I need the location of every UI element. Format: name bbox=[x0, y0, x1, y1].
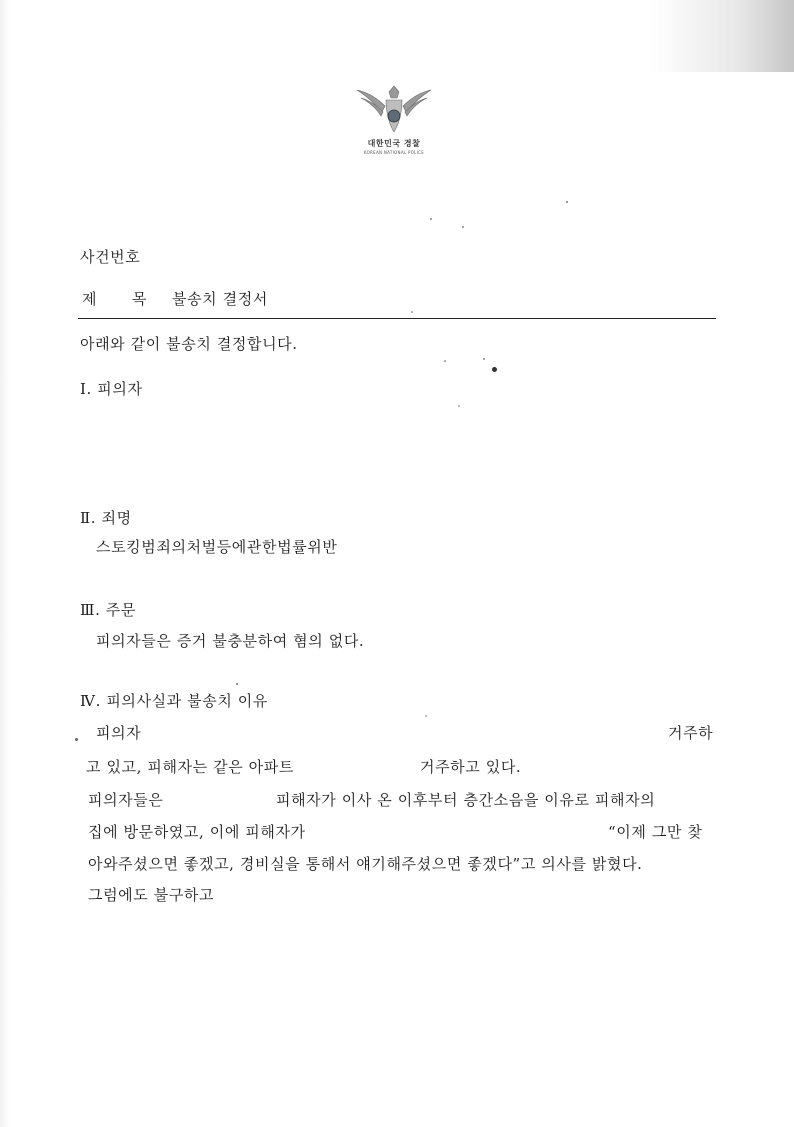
section-2-heading: Ⅱ. 죄명 bbox=[80, 509, 132, 527]
section-4-line-4a: 집에 방문하였고, 이에 피해자가 bbox=[88, 823, 306, 841]
police-emblem bbox=[344, 82, 444, 168]
section-4-heading: Ⅳ. 피의사실과 불송치 이유 bbox=[80, 692, 268, 710]
subject-value: 불송치 결정서 bbox=[172, 290, 268, 308]
scan-speck bbox=[411, 311, 413, 313]
section-1-heading: Ⅰ. 피의자 bbox=[80, 380, 143, 398]
scan-speck bbox=[444, 360, 446, 362]
section-4-line-1a: 피의자 bbox=[96, 724, 142, 742]
scan-speck bbox=[458, 405, 460, 407]
emblem-center bbox=[388, 110, 400, 122]
scan-speck bbox=[483, 358, 485, 360]
subject-label-2: 목 bbox=[132, 290, 148, 308]
section-4-line-3a: 피의자들은 bbox=[88, 791, 164, 809]
section-4-line-1b: 거주하 bbox=[668, 724, 714, 742]
section-4-line-3b: 피해자가 이사 온 이후부터 층간소음을 이유로 피해자의 bbox=[276, 791, 656, 809]
section-4-line-2a: 고 있고, 피해자는 같은 아파트 bbox=[86, 758, 294, 776]
section-2-body: 스토킹범죄의처벌등에관한법률위반 bbox=[96, 538, 338, 556]
scan-edge-shadow bbox=[0, 0, 10, 1127]
police-eagle-icon bbox=[349, 82, 439, 138]
section-4-line-5: 아와주셨으면 좋겠고, 경비실을 통해서 얘기해주셨으면 좋겠다”고 의사를 밝혔다. bbox=[88, 855, 643, 873]
scan-speck bbox=[75, 738, 78, 741]
scan-speck bbox=[430, 218, 432, 220]
scan-speck bbox=[425, 715, 427, 717]
scan-shadow bbox=[650, 0, 794, 72]
emblem-org-name-en: KOREAN NATIONAL POLICE bbox=[363, 150, 425, 155]
scan-speck bbox=[566, 201, 568, 203]
subject-label-1: 제 bbox=[82, 290, 98, 308]
section-4-line-6: 그럼에도 불구하고 bbox=[88, 886, 215, 904]
emblem-org-name: 대한민국 경찰 bbox=[367, 139, 421, 148]
title-rule bbox=[78, 318, 716, 319]
intro-text: 아래와 같이 불송치 결정합니다. bbox=[80, 335, 298, 353]
section-3-body: 피의자들은 증거 불충분하여 혐의 없다. bbox=[96, 632, 365, 650]
section-4-line-4b: “이제 그만 찾 bbox=[608, 823, 703, 841]
scan-speck bbox=[462, 226, 464, 228]
case-number-label: 사건번호 bbox=[80, 248, 141, 266]
section-4-line-2b: 거주하고 있다. bbox=[420, 758, 522, 776]
scan-speck bbox=[492, 367, 497, 372]
scan-speck bbox=[236, 683, 238, 685]
section-3-heading: Ⅲ. 주문 bbox=[80, 601, 136, 619]
